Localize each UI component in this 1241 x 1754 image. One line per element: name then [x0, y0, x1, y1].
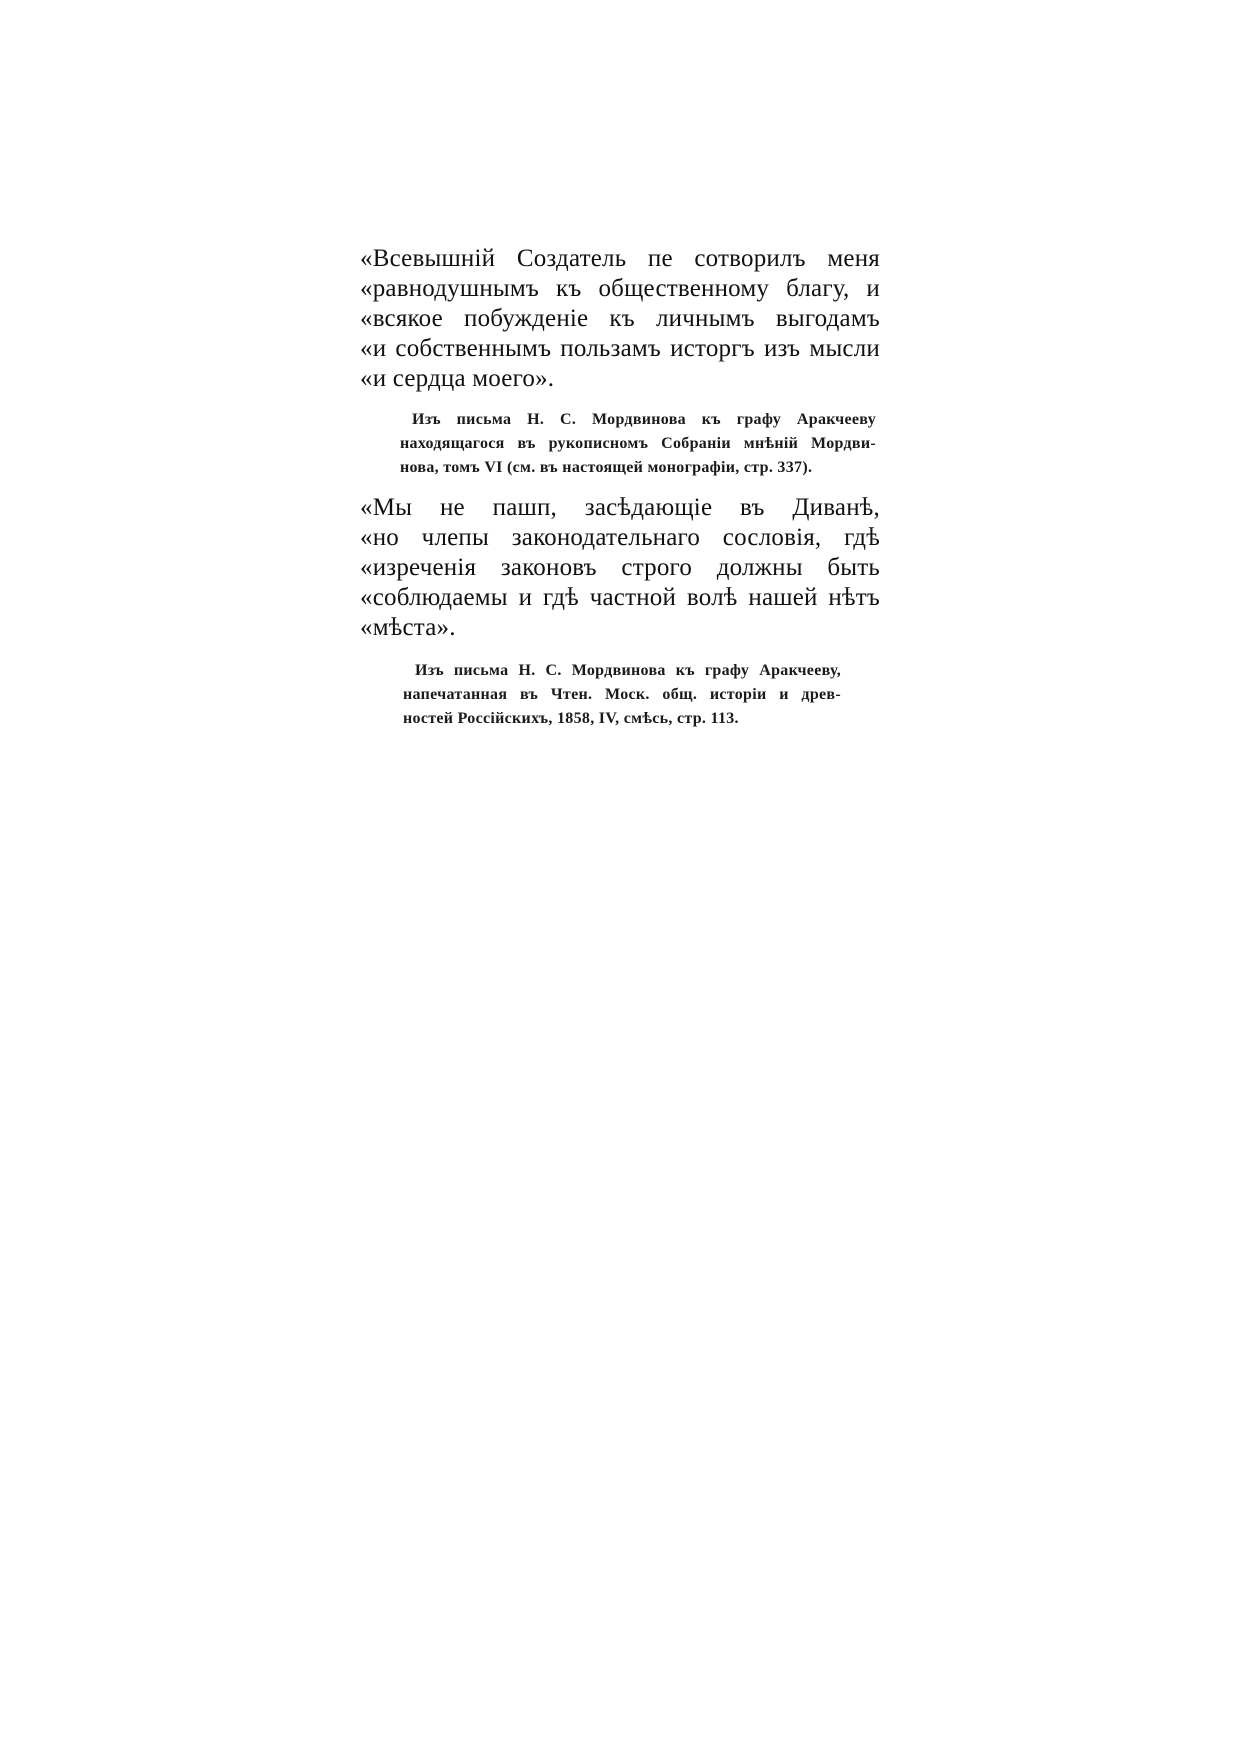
quote-line: «но члепы законодательнаго сословія, гдѣ	[360, 524, 880, 551]
epigraph-source-2	[403, 659, 841, 731]
quote-line: «соблюдаемы и гдѣ частной волѣ нашей нѣтъ	[360, 584, 880, 611]
quote-line: «всякое побужденіе къ личнымъ выгодамъ	[360, 305, 880, 332]
source-line: Изъ письма Н. С. Мордвинова къ графу Аракчееву	[412, 411, 876, 428]
source-line: ностей Россійскихъ, 1858, IV, смѣсь, стр. 113.	[403, 710, 739, 727]
source-line: Изъ письма Н. С. Мордвинова къ графу Аракчееву,	[415, 662, 841, 679]
epigraph-quote-1	[360, 244, 880, 394]
quote-line: «мѣста».	[360, 614, 456, 641]
epigraph-quote-2	[360, 493, 880, 643]
source-line: напечатанная въ Чтен. Моск. общ. исторіи и древ-	[403, 686, 841, 703]
quote-line: «и сердца моего».	[360, 365, 555, 392]
source-line: нова, томъ VI (см. въ настоящей монографіи, стр. 337).	[400, 459, 813, 476]
quote-line: «равнодушнымъ къ общественному благу, и	[360, 275, 880, 302]
source-line: находящагося въ рукописномъ Собраніи мнѣній Мордви-	[400, 435, 876, 452]
epigraph-source-1	[400, 408, 876, 480]
quote-line: «и собственнымъ пользамъ исторгъ изъ мысли	[360, 335, 880, 362]
quote-line: «изреченія законовъ строго должны быть	[360, 554, 880, 581]
quote-line: «Мы не пашп, засѣдающіе въ Диванѣ,	[360, 494, 880, 521]
quote-line: «Всевышній Создатель пе сотворилъ меня	[360, 245, 880, 272]
